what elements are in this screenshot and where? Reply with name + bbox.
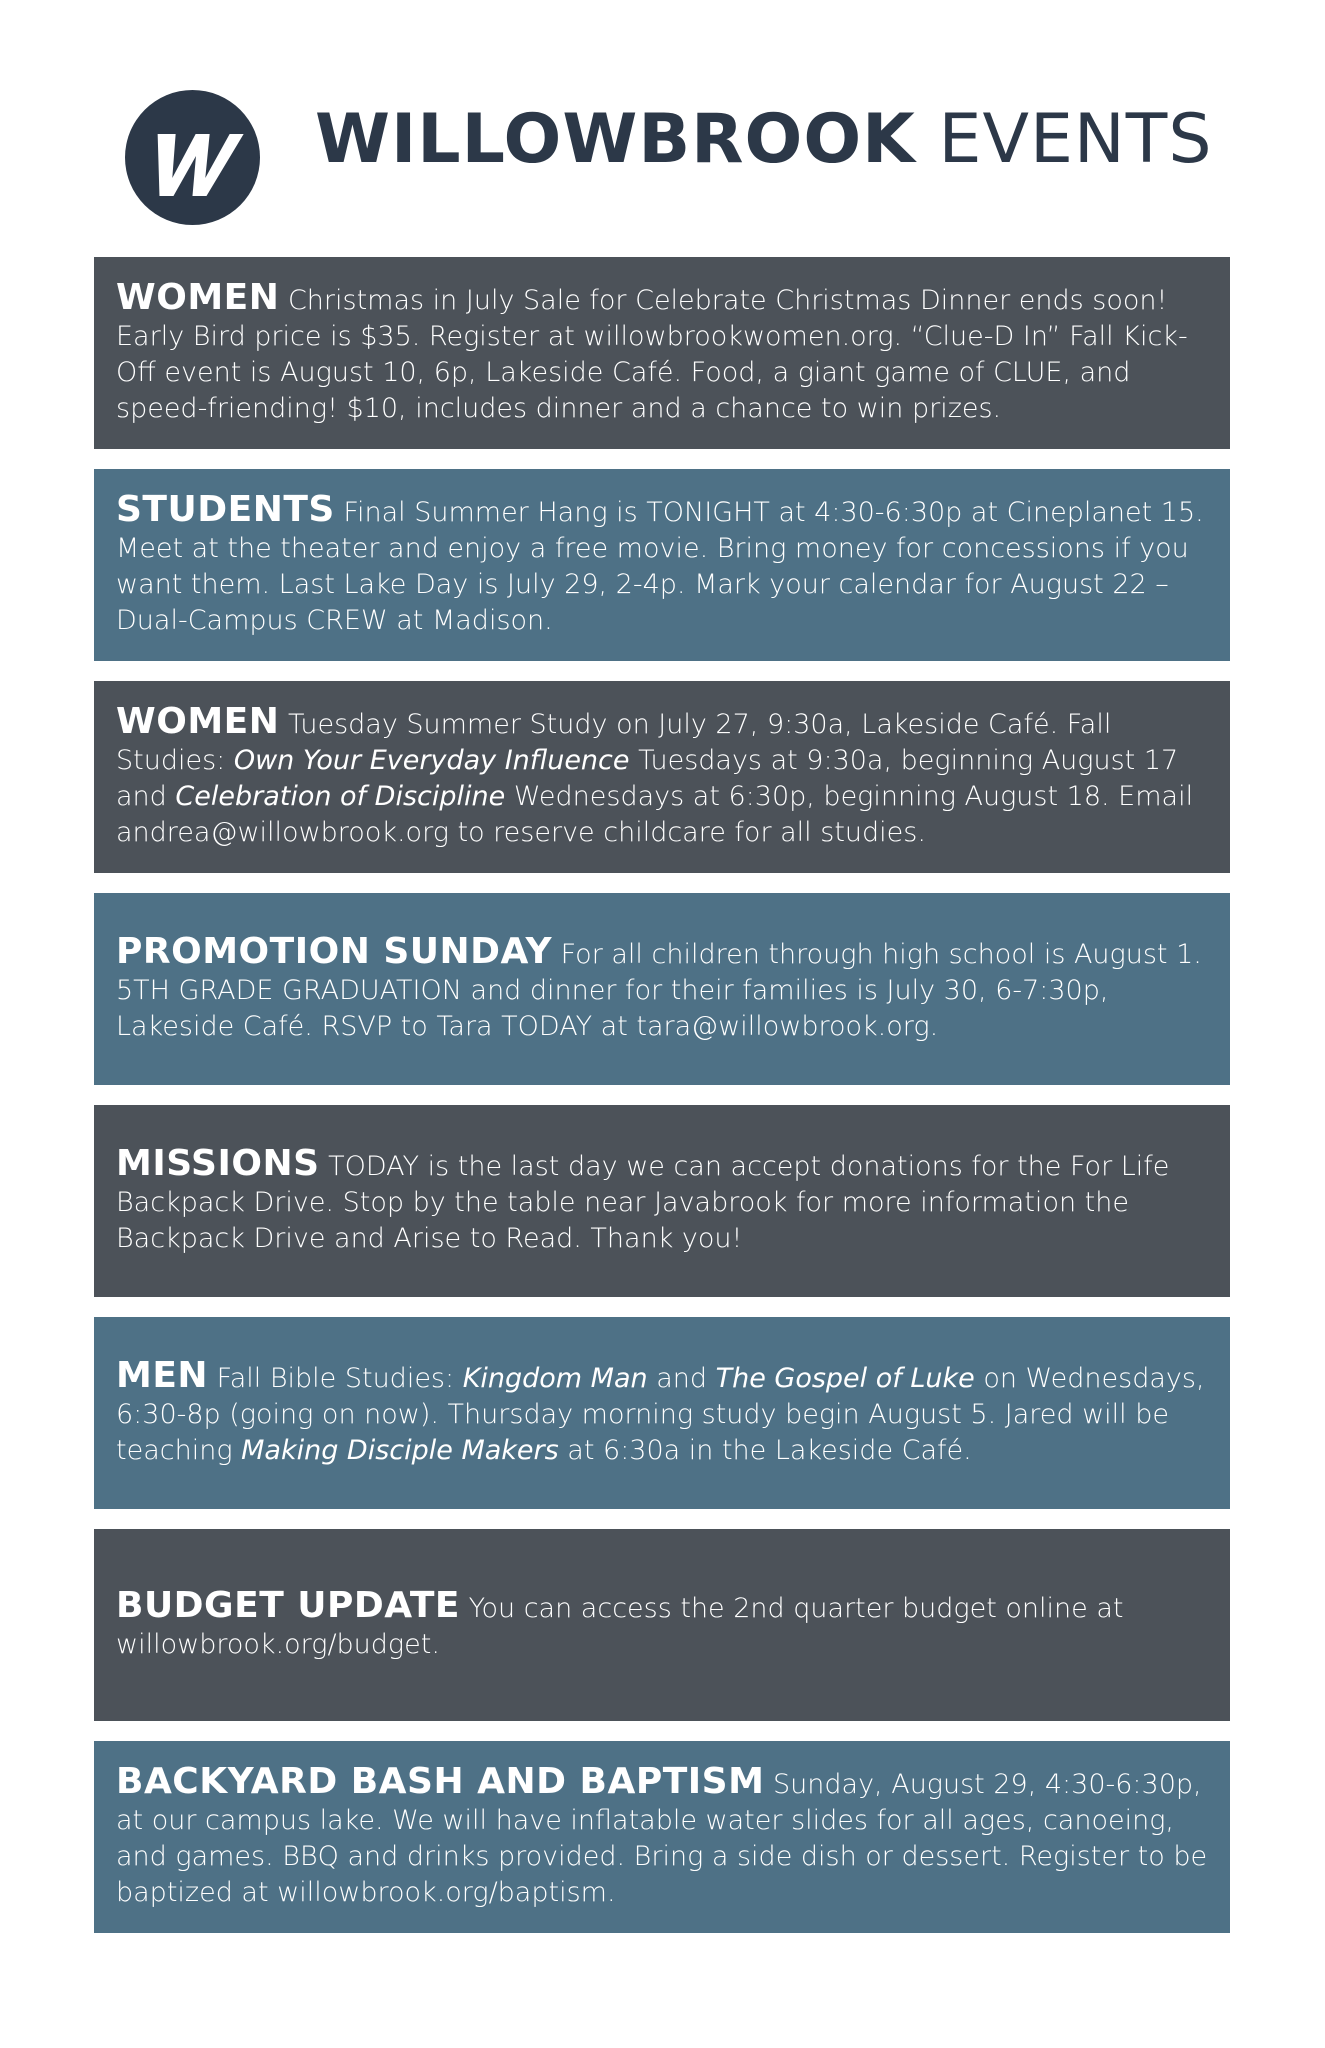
title-light: EVENTS	[938, 100, 1213, 179]
panel-text	[116, 1354, 1208, 1469]
panel-heading: WOMEN	[116, 276, 280, 318]
page-header	[125, 90, 1225, 225]
panel-title-italic: Making Disciple Makers	[241, 1434, 559, 1466]
event-panel-missions	[94, 1105, 1230, 1297]
panel-heading: BACKYARD BASH AND BAPTISM	[116, 1760, 765, 1802]
panel-body-text: For all children through high school is August 1. 5TH GRADE GRADUATION and dinner for their families is July 30, 6-7:30p, Lakeside Café. RSVP to Tara TODAY at tara@willowbrook.org.	[116, 938, 1202, 1042]
event-panel-backyard-bash	[94, 1741, 1230, 1933]
panel-heading: STUDENTS	[116, 488, 335, 530]
panel-body-text: Sunday, August 29, 4:30-6:30p, at our campus lake. We will have inflatable water slides for all ages, canoeing, and games. BBQ and drinks provided. Bring a side dish or dessert. Register to be baptized at willowbrook.org/baptism.	[116, 1768, 1208, 1908]
panel-body-text: at 6:30a in the Lakeside Café.	[558, 1434, 972, 1466]
event-panel-men	[94, 1317, 1230, 1509]
panel-body-text: Tuesday Summer Study on July 27, 9:30a, Lakeside Café. Fall Studies:	[116, 708, 1112, 776]
panel-title-italic: Celebration of Discipline	[175, 780, 506, 812]
panel-text	[116, 1584, 1208, 1663]
panel-text	[116, 930, 1208, 1045]
willowbrook-logo-icon	[125, 90, 260, 225]
panel-text	[116, 1142, 1208, 1257]
panel-body-text: Final Summer Hang is TONIGHT at 4:30-6:30p at Cineplanet 15. Meet at the theater and enjoy a free movie. Bring money for concessions if you want them. Last Lake Day is July 29, 2-4p. Mark your calendar for August 22 – Dual-Campus CREW at Madison.	[116, 496, 1204, 636]
panel-body-text: Fall Bible Studies:	[216, 1362, 463, 1394]
event-panel-women-2	[94, 681, 1230, 873]
event-panel-women-1	[94, 257, 1230, 449]
event-panel-students	[94, 469, 1230, 661]
panel-title-italic: The Gospel of Luke	[715, 1362, 975, 1394]
panel-body-text: Christmas in July Sale for Celebrate Christmas Dinner ends soon! Early Bird price is $35. Register at willowbrookwomen.org. “Clue-D In” Fall Kick-Off event is August 10, 6p, Lakeside Café. Food, a giant game of CLUE, and speed-friending! $10, includes dinner and a chance to win prizes.	[116, 284, 1188, 424]
panel-body-text: You can access the 2nd quarter budget online at willowbrook.org/budget.	[116, 1592, 1124, 1660]
event-panel-budget-update	[94, 1529, 1230, 1721]
page-title	[315, 100, 1213, 179]
panel-title-italic: Kingdom Man	[462, 1362, 648, 1394]
panel-body-text: Tuesdays at 9:30a, beginning August 17 and	[116, 744, 1179, 812]
panel-heading: WOMEN	[116, 700, 280, 742]
panel-text	[116, 276, 1208, 427]
panel-text	[116, 700, 1208, 851]
panel-title-italic: Own Your Everyday Influence	[233, 744, 630, 776]
panel-text	[116, 488, 1208, 639]
panel-heading: MEN	[116, 1354, 209, 1396]
panel-heading: BUDGET UPDATE	[116, 1584, 460, 1626]
title-bold: WILLOWBROOK	[315, 100, 916, 179]
panel-body-text: Wednesdays at 6:30p, beginning August 18. Email andrea@willowbrook.org to reserve childcare for all studies.	[116, 780, 1194, 848]
panel-heading: PROMOTION SUNDAY	[116, 930, 553, 972]
panel-body-text: TODAY is the last day we can accept donations for the For Life Backpack Drive. Stop by the table near Javabrook for more information the Backpack Drive and Arise to Read. Thank you!	[116, 1150, 1170, 1254]
panel-text	[116, 1760, 1208, 1911]
panel-heading: MISSIONS	[116, 1142, 320, 1184]
panel-body-text: on Wednesdays, 6:30-8p (going on now). Thursday morning study begin August 5. Jared will be teaching	[116, 1362, 1205, 1466]
event-panel-promotion-sunday	[94, 893, 1230, 1085]
panel-body-text: and	[647, 1362, 716, 1394]
